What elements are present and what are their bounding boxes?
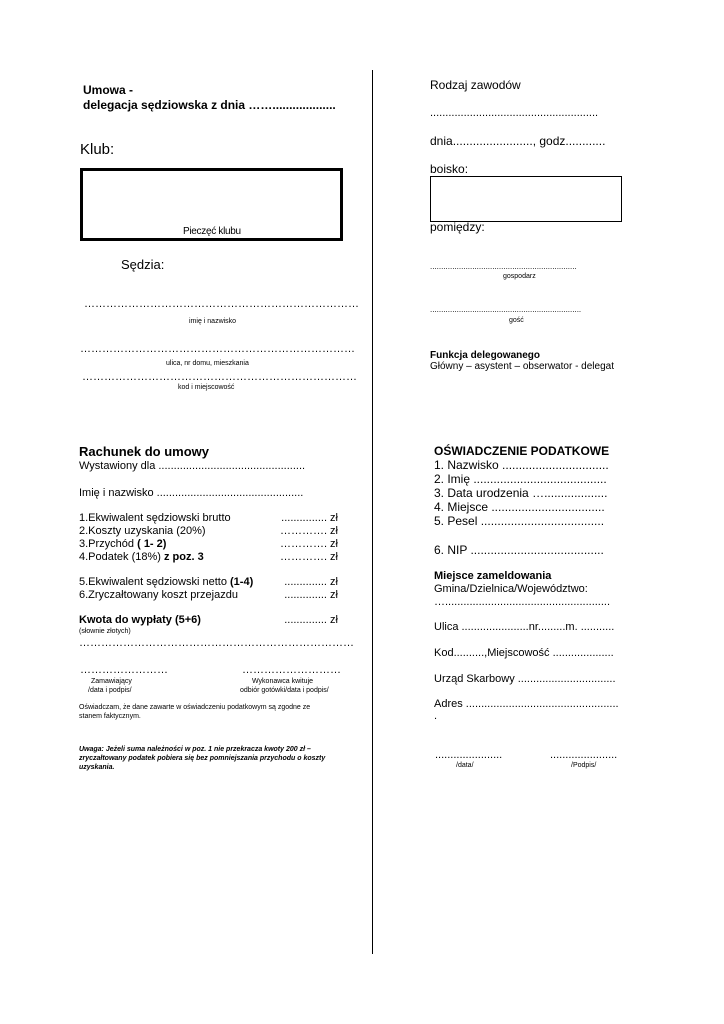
club-stamp-label: Pieczęć klubu xyxy=(183,226,241,237)
tax-pesel[interactable]: 5. Pesel ..................................... xyxy=(434,514,605,528)
field-input-box[interactable] xyxy=(430,176,622,222)
function-title: Funkcja delegowanego xyxy=(430,350,541,361)
tax-nip[interactable]: 6. NIP ........................................ xyxy=(434,543,604,557)
between-label: pomiędzy: xyxy=(430,220,485,234)
bill-row-4-amount[interactable]: …………. zł xyxy=(279,551,338,563)
bill-title: Rachunek do umowy xyxy=(79,444,210,459)
tax-surname[interactable]: 1. Nazwisko ................................ xyxy=(434,458,609,472)
bill-row-4: 4.Podatek (18%) z poz. 3 xyxy=(79,551,204,563)
note-line-3: uzyskania. xyxy=(79,764,115,771)
tax-title: OŚWIADCZENIE PODATKOWE xyxy=(434,444,610,458)
address-field[interactable]: Adres .................................................. xyxy=(434,698,619,710)
tax-birth-date[interactable]: 3. Data urodzenia …................... xyxy=(434,486,608,500)
bill-row-5: 5.Ekwiwalent sędziowski netto (1-4) xyxy=(79,576,254,588)
bill-row-1-amount[interactable]: ............... zł xyxy=(281,512,338,524)
declaration-line-2: stanem faktycznym. xyxy=(79,713,141,720)
address-continuation: . xyxy=(434,710,438,722)
residence-field[interactable]: …...................................................... xyxy=(434,596,611,608)
bill-row-5-amount[interactable]: .............. zł xyxy=(284,576,338,588)
tax-date-field[interactable]: ...................... xyxy=(435,749,503,761)
tax-signature-caption: /Podpis/ xyxy=(571,762,597,769)
payout-amount[interactable]: .............. zł xyxy=(284,614,338,626)
bill-row-6-amount[interactable]: .............. zł xyxy=(284,589,338,601)
payout-label: Kwota do wypłaty (5+6) xyxy=(79,614,201,626)
contractor-caption-2: odbiór gotówki/data i podpis/ xyxy=(240,687,329,694)
referee-city-caption: kod i miejscowość xyxy=(178,384,235,391)
bill-name-line[interactable]: Imię i nazwisko ................................................ xyxy=(79,487,304,499)
field-label: boisko: xyxy=(430,162,469,176)
orderer-caption-1: Zamawiający xyxy=(91,678,132,685)
referee-address-field[interactable]: ………………………………………………………………… xyxy=(80,343,355,355)
note-line-2: zryczałtowany podatek pobiera się bez pomniejszania przychodu o koszty xyxy=(79,755,326,762)
referee-name-caption: imię i nazwisko xyxy=(189,318,237,325)
host-caption: gospodarz xyxy=(503,273,536,280)
referee-label: Sędzia: xyxy=(121,257,165,272)
street-field[interactable]: Ulica ......................nr.........m. ........... xyxy=(434,621,615,633)
declaration-line-1: Oświadczam, że dane zawarte w oświadczeniu podatkowym są zgodne ze xyxy=(79,704,311,711)
tax-signature-field[interactable]: ...................... xyxy=(550,749,618,761)
bill-row-3: 3.Przychód ( 1- 2) xyxy=(79,538,167,550)
match-type-field[interactable]: ....................................................... xyxy=(430,107,599,119)
contractor-caption-1: Wykonawca kwituje xyxy=(252,678,314,685)
referee-address-caption: ulica, nr domu, mieszkania xyxy=(166,360,249,367)
guest-field[interactable]: .................................................................... xyxy=(430,305,582,314)
orderer-caption-2: /data i podpis/ xyxy=(88,687,132,694)
city-field[interactable]: Kod..........,Miejscowość .................... xyxy=(434,647,614,659)
contract-title-line2[interactable]: delegacja sędziowska z dnia ……................... xyxy=(83,98,336,112)
residence-subtitle: Gmina/Dzielnica/Województwo: xyxy=(434,583,588,595)
referee-city-field[interactable]: ………………………………………………………………… xyxy=(82,371,357,383)
payout-words-field[interactable]: ………………………………………………………………… xyxy=(79,637,354,649)
guest-caption: gość xyxy=(509,317,524,324)
match-type-label: Rodzaj zawodów xyxy=(430,78,521,92)
host-field[interactable]: .................................................................. xyxy=(430,262,577,271)
bill-row-1: 1.Ekwiwalent sędziowski brutto xyxy=(79,512,231,524)
orderer-signature-field[interactable]: …………………… xyxy=(80,664,168,676)
bill-row-2: 2.Koszty uzyskania (20%) xyxy=(79,525,206,537)
club-label: Klub: xyxy=(80,141,115,158)
bill-row-3-amount[interactable]: …………. zł xyxy=(279,538,338,550)
bill-row-6: 6.Zryczałtowany koszt przejazdu xyxy=(79,589,238,601)
column-divider xyxy=(372,70,373,954)
contract-title-line1: Umowa - xyxy=(83,83,134,97)
referee-name-field[interactable]: ………………………………………………………………… xyxy=(84,298,359,310)
tax-first-name[interactable]: 2. Imię ........................................ xyxy=(434,472,607,486)
tax-office-field[interactable]: Urząd Skarbowy ................................ xyxy=(434,673,616,685)
tax-birth-place[interactable]: 4. Miejsce .................................. xyxy=(434,500,605,514)
bill-issued-for[interactable]: Wystawiony dla ................................................ xyxy=(79,460,306,472)
function-options[interactable]: Główny – asystent – obserwator - delegat xyxy=(430,361,614,372)
residence-title: Miejsce zameldowania xyxy=(434,570,552,582)
note-line-1: Uwaga: Jeżeli suma należności w poz. 1 nie przekracza kwoty 200 zł – xyxy=(79,746,311,753)
payout-words-caption: (słownie złotych) xyxy=(79,628,131,635)
tax-date-caption: /data/ xyxy=(456,762,474,769)
contractor-signature-field[interactable]: ……………………… xyxy=(242,664,341,676)
match-date-time-field[interactable]: dnia........................, godz............ xyxy=(430,134,606,148)
bill-row-2-amount[interactable]: …………. zł xyxy=(279,525,338,537)
